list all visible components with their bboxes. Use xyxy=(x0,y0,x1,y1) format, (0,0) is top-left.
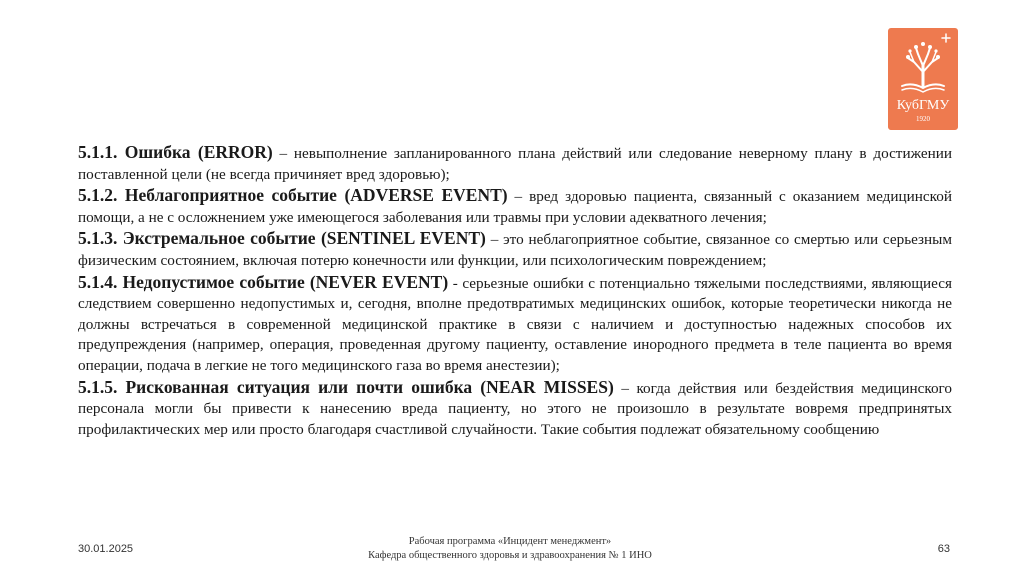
definition-text: – вред здоровью пациента, связанный с оказанием медицинской помощи, а не с осложнением уже имеющегося заболевания или травмы при условии адекватного лечения; xyxy=(78,188,952,226)
definition-sentinel-event xyxy=(78,228,952,271)
definition-error xyxy=(78,142,952,185)
kubgmu-logo xyxy=(888,28,958,130)
definitions-body xyxy=(78,142,952,440)
logo-name: КубГМУ xyxy=(896,98,950,113)
definition-heading: 5.1.5. Рискованная ситуация или почти ошибка (NEAR MISSES) xyxy=(78,376,614,397)
definition-heading: 5.1.1. Ошибка (ERROR) xyxy=(78,142,273,162)
definition-text: – это неблагоприятное событие, связанное со смертью или серьезным физическим состоянием, включая потерю конечности или функции, или психологическим повреждением; xyxy=(78,231,952,269)
definition-heading: 5.1.4. Недопустимое событие (NEVER EVENT) xyxy=(78,271,449,292)
definition-text: – когда действия или бездействия медицинского персонала могли бы привести к нанесению вреда пациенту, но этого не произошло в результате вовремя предпринятых профилактических мер или просто благодаря счастливой случайности. Такие события подлежат обязательному сообщению xyxy=(78,379,952,438)
tree-book-icon xyxy=(888,28,958,100)
definition-never-event xyxy=(78,272,952,377)
page-number: 63 xyxy=(937,543,950,555)
footer-department: Кафедра общественного здоровья и здравоохранения № 1 ИНО xyxy=(368,550,652,561)
footer-program: Рабочая программа «Инцидент менеджмент» xyxy=(408,536,612,547)
definition-near-misses xyxy=(78,377,952,441)
definition-heading: 5.1.2. Неблагоприятное событие (ADVERSE EVENT) xyxy=(78,185,508,206)
footer-caption xyxy=(330,535,690,563)
definition-text: - серьезные ошибки с потенциально тяжелыми последствиями, являющиеся следствием совершенно недопустимых и, сегодня, вполне предотвратимых медицинских ошибок, которые теоретически никогда не должны встречаться в современной медицинской практике в связи с наличием и доступностью надежных способов их предупреждения (например, операция, проведенная другому пациенту, оставление инородного предмета в теле пациента во время операции, подача в легкие не того медицинского газа во время анестезии); xyxy=(78,274,952,374)
definition-text: – невыполнение запланированного плана действий или следование неверному плану в достижении поставленной цели (не всегда причиняет вред здоровью); xyxy=(78,145,952,183)
definition-heading: 5.1.3. Экстремальное событие (SENTINEL EVENT) xyxy=(78,228,486,249)
definition-adverse-event xyxy=(78,185,952,228)
footer-date: 30.01.2025 xyxy=(78,543,134,555)
logo-year: 1920 xyxy=(916,115,930,123)
